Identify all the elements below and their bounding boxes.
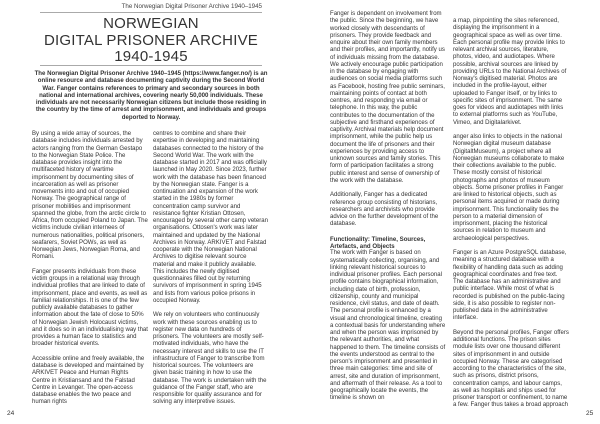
paragraph: We rely on volunteers who continuously work with these sources enabling us to register new data on hundreds of prisoners. The volunteers are mostly self-motivated individuals, who have the necessary interest and skills to use the IT infrastructure of Fanger to transcribe from historical sources. The volunteers are given basic training in how to use the database. The work is undertaken with the guidance of the Fanger staff, who are responsible for quality assurance and for solving any interpretive issues.	[153, 312, 267, 406]
paragraph: Accessible online and freely available, the database is developed and maintained by ARKIVET Peace and Human Rights Centre in Kristiansand and the Falstad Centre in Levanger. The open-access database enables the two peace and human rights	[32, 355, 145, 406]
paragraph: anger also links to objects in the national Norwegian digital museum database (DigitaltMuseum), a project where all Norwegian museums collaborate to make their collections available to the public. These mostly consist of historical photographs and photos of museum objects. Some prisoner profiles in Fanger are linked to historical objects, such as personal items acquired or made during imprisonment. This functionality ties the person to a material dimension of imprisonment, placing the historical sources in relation to museum and archaeological perspectives.	[453, 134, 565, 242]
paragraph: Additionally, Fanger has a dedicated reference group consisting of historians, researchers and archivists who provide advice on the further development of the database.	[330, 192, 439, 228]
title-line: DIGITAL PRISONER ARCHIVE	[43, 31, 258, 49]
right-page	[300, 0, 600, 424]
paragraph: a map, pinpointing the sites referenced, displaying the imprisonment in a geographical space as well as over time. Each personal profile may provide links to relevant archival sources, literature, photos, video, and audiotapes. Where possible, archival sources are linked by providing URLs to the National Archives of Norway's digitised material. Photos are included in the profile-layout, either uploaded to Fanger itself, or by links to specific sites of imprisonment. The same goes for videos and audiotapes with links to external platforms such as YouTube, Vimeo, and Digitalarkivet.	[453, 18, 567, 126]
title-line: 1940-1945	[114, 48, 188, 65]
paragraph: Fanger is an Azure PostgreSQL database, meaning a structured database with a flexibility of handling data such as adding geographical coordinates and free text. The database has an administrative and public interface. While most of what is recorded is published on the public-facing side, it is also possible to register non-published data in the administrative interface.	[453, 250, 567, 322]
page-title	[40, 16, 262, 66]
paragraph: Fanger is dependent on involvement from the public. Since the beginning, we have worked closely with descendants of prisoners. They provide feedback and enquire about their own family members and their profiles, and importantly, notify us of individuals missing from the database. We actively encourage public participation in the database by engaging with audiences on social media platforms such as Facebook, hosting free public seminars, maintaining points of contact at both centres, and responding via email or telephone. In this way, the public contributes to the documentation of the subjective and firsthand experiences of captivity. Archival materials help document imprisonment, while the public help us document the life of prisoners and their experiences by providing access to unknown sources and family stories. This form of participation facilitates a strong public interest and sense of ownership of the work with the database.	[330, 11, 445, 184]
title-line: NORWEGIAN	[103, 15, 199, 32]
page-number: 25	[586, 410, 594, 417]
paragraph: By using a wide array of sources, the database includes individuals arrested by actors ranging from the German Gestapo to the Norwegian State Police. The database provides insight into the multifaceted history of wartime imprisonment by documenting sites of incarceration as well as prisoner movements into and out of occupied Norway. The geographical range of prisoner mobilities and imprisonment spanned the globe, from the arctic circle to Africa, from occupied Poland to Japan. The victims include civilian internees of numerous nationalities, political prisoners, seafarers, Soviet POWs, as well as Norwegian Jews, Norwegian Roma, and Romani.	[32, 131, 148, 261]
paragraph: Beyond the personal profiles, Fanger offers additional functions. The prison sites module lists over one thousand different sites of imprisonment in and outside occupied Norway. These are categorised according to the characteristics of the site, such as prisons, district prisons, concentration camps, and labour camps, as well as hospitals and ships used for prisoner transport or confinement, to name a few. Fanger thus takes a broad approach	[453, 329, 569, 409]
left-column-2	[153, 131, 269, 414]
section-heading: Functionality: Timeline, Sources, Artefacts, and Objects	[330, 235, 426, 250]
page-number: 24	[7, 410, 15, 417]
right-column-2	[453, 18, 569, 417]
paragraph: centres to combine and share their expertise in developing and maintaining databases connected to the history of the Second World War. The work with the database started in 2017 and was officially launched in May 2020. Since 2023, further work with the database has been financed by the Norwegian state. Fanger is a continuation and expansion of the work started in the 1980s by former concentration camp survivor and resistance fighter Kristian Ottosen, encouraged by several other camp veteran organisations. Ottosen's work was later maintained and updated by the National Archives in Norway. ARKIVET and Falstad cooperate with the Norwegian National Archives to digitise relevant source material and make it publicly available. This includes the newly digitised questionnaires filled out by returning survivors of imprisonment in spring 1945 and lists from various police prisons in occupied Norway.	[153, 131, 268, 304]
right-column-1	[330, 11, 446, 410]
running-head: The Norwegian Digital Prisoner Archive 1940–1945	[40, 3, 262, 13]
intro-paragraph: The Norwegian Digital Prisoner Archive 1940–1945 (https://www.fanger.no/) is an online resource and database documenting captivity during the Second World War. Fanger contains references to primary and secondary sources in both national and international archives, covering nearly 50,000 individuals. These individuals are not necessarily Norwegian citizens but include those residing in the country by the time of arrest and imprisonment, and individuals and groups deported to Norway.	[34, 70, 268, 121]
paragraph: The work with Fanger is based on systematically collecting, organising, and linking relevant historical sources to individual prisoner profiles. Each personal profile contains biographical information, including date of birth, profession, citizenship, county and municipal residence, civil status, and date of death. The personal profile is enhanced by a visual and chronological timeline, creating a contextual basis for understanding where and when the person was imprisoned by the relevant authorities, and what happened to them. The timeline consists of the events understood as central to the person's imprisonment and presented in three main categories: time and site of arrest, site and duration of imprisonment, and aftermath of their release. As a tool to geographically locate the events, the timeline is shown on	[330, 250, 446, 402]
left-column-1	[32, 131, 148, 414]
title-divider	[40, 65, 262, 66]
paragraph: Fanger presents individuals from these victim groups in a relational way through individual profiles that are linked to date of imprisonment, place and events, as well as familial relationships. It is one of the few publicly available databases to gather information about the fate of close to 50% of Norwegian Jewish Holocaust victims, and it does so in an individualising way that provides a human face to statistics and broader historical events.	[32, 268, 148, 348]
